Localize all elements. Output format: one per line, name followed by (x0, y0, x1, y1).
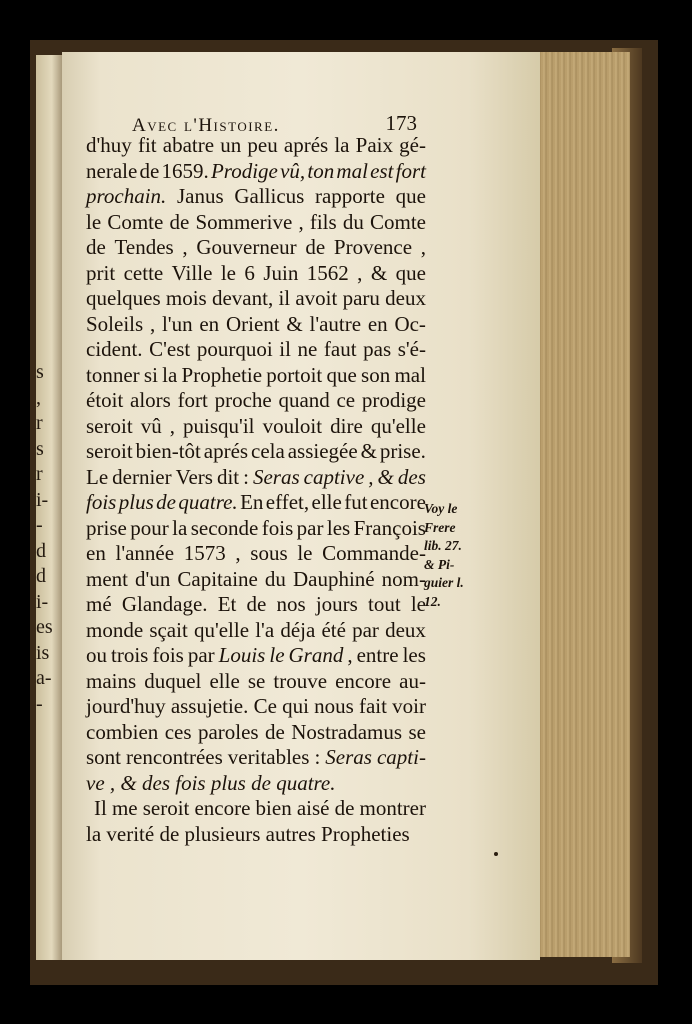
word: cette (123, 260, 164, 285)
margin-note-line: Frere (424, 519, 456, 535)
word: seconde (190, 515, 259, 540)
word: mal (394, 362, 426, 387)
word: 1573 (183, 541, 226, 565)
word: prise. (379, 439, 426, 463)
word: se (408, 719, 426, 744)
word: Prophetie (181, 362, 263, 387)
left-page-fragment: s (36, 437, 44, 460)
text-line (86, 618, 426, 644)
word: 6 (244, 260, 255, 285)
word: quelques (86, 286, 161, 310)
word: devant, (211, 286, 274, 310)
word: , (420, 235, 426, 259)
text-line (86, 694, 426, 720)
word: le (297, 541, 313, 565)
word: que (326, 362, 357, 387)
word: C'est (149, 337, 191, 361)
word: monde (86, 617, 144, 642)
text-line (86, 312, 426, 338)
word: qu'elle (193, 617, 250, 642)
word: Juin (263, 260, 299, 285)
left-page-fragment: - (36, 514, 43, 536)
word: en (86, 541, 106, 565)
word: quand (278, 388, 330, 412)
word: vû (140, 413, 162, 438)
text-line (86, 337, 426, 363)
word: prochain. (86, 184, 167, 208)
word: ou (86, 643, 107, 667)
word: Vers (175, 464, 213, 489)
word: mains (86, 668, 137, 693)
word: dernier (112, 464, 172, 489)
word: Grand (288, 643, 344, 667)
word: de (334, 796, 355, 820)
word: Louis (218, 643, 266, 667)
word: l'a (255, 617, 275, 642)
word: : (314, 745, 321, 769)
word: l'année (115, 541, 175, 565)
word: le (410, 592, 426, 616)
word: paroles (197, 719, 259, 744)
word: ne (297, 337, 318, 361)
margin-note-line: lib. 27. (424, 538, 462, 553)
word: ve (86, 770, 110, 795)
word: que (395, 260, 426, 285)
word: nerale (86, 158, 138, 183)
word: au- (399, 668, 426, 693)
word: de (251, 770, 277, 795)
word: me (111, 796, 138, 820)
left-page-fragment: , (36, 386, 41, 409)
word: autres (265, 821, 322, 846)
text-line (86, 541, 426, 567)
word: voir (392, 694, 426, 718)
word: ces (164, 719, 192, 744)
word: mois (165, 286, 207, 310)
word: il (279, 337, 291, 361)
text-line (86, 643, 426, 669)
word: par (296, 515, 324, 540)
word: Provence (333, 235, 413, 259)
word: des (397, 464, 426, 489)
word: Nostradamus (291, 719, 403, 744)
word: combien (86, 719, 159, 744)
word: , (149, 311, 156, 336)
word: pour (130, 515, 169, 540)
word: de (139, 158, 160, 183)
word: proche (214, 388, 272, 412)
word: & (286, 311, 303, 336)
word: 1562 (306, 260, 349, 285)
text-line (86, 771, 426, 797)
left-page-fragment: i- (36, 488, 49, 511)
word: trouve (273, 668, 328, 693)
text-line (86, 490, 426, 516)
text-line (86, 796, 426, 822)
word: tonner (86, 362, 140, 387)
word: prise (86, 515, 127, 540)
word: plusieurs (184, 821, 266, 846)
word: ment (86, 566, 128, 591)
word: veritables (227, 745, 310, 769)
word: capti- (376, 745, 426, 769)
word: pas (363, 337, 392, 361)
word: Le (86, 464, 109, 489)
word: assujetie. (170, 694, 249, 718)
word: en (199, 311, 220, 336)
word: dit (216, 464, 240, 489)
word: verité (106, 821, 160, 846)
word: les (326, 515, 351, 540)
word: l'un (161, 311, 193, 336)
word: encore (194, 796, 251, 820)
text-line (86, 822, 426, 848)
word: , (347, 643, 353, 667)
text-line (86, 720, 426, 746)
word: jourd'huy (86, 694, 166, 718)
left-page-fragment: d (36, 539, 46, 562)
word: rencontrées (126, 745, 223, 769)
word: alors (130, 388, 171, 412)
text-line (86, 592, 426, 618)
text-line (86, 414, 426, 440)
word: 1659. (161, 158, 209, 183)
word: Et (217, 592, 237, 616)
word: Orient (225, 311, 280, 336)
word: de (86, 235, 106, 259)
word: la (86, 821, 107, 846)
word: fois (86, 490, 117, 514)
word: sous (250, 541, 288, 565)
word: qu'elle (370, 413, 426, 438)
word: faut (323, 337, 357, 361)
text-line (86, 261, 426, 287)
word: entre (356, 643, 399, 667)
word: d'huy (86, 133, 132, 157)
word: déja (280, 617, 316, 642)
word: fit (137, 133, 157, 157)
word: & (120, 770, 142, 795)
running-title: Avec l'Histoire. (132, 115, 280, 136)
word: En (240, 490, 264, 514)
page-number: 173 (385, 111, 417, 135)
word: captive (303, 464, 365, 489)
word: est (370, 158, 394, 183)
word: cident. (86, 337, 143, 361)
left-page-fragment: d (36, 565, 46, 587)
word: dire (330, 413, 363, 438)
word: fort (177, 388, 208, 412)
text-line (86, 669, 426, 695)
word: quatre. (276, 770, 336, 795)
word: deux (385, 617, 426, 642)
word: Tendes (114, 235, 174, 259)
word: , (357, 260, 363, 285)
text-line (86, 388, 426, 414)
word: Capitaine (177, 566, 258, 591)
word: assiegée (287, 439, 358, 463)
word: par (187, 643, 215, 667)
word: les (402, 643, 426, 667)
margin-note-line: Voy le (424, 501, 458, 516)
word: Comte (107, 209, 164, 234)
word: Oc- (394, 311, 426, 336)
body-text (86, 133, 426, 847)
text-line (86, 210, 426, 236)
word: peu (247, 133, 278, 157)
word: le (86, 209, 102, 234)
word: portoit (266, 362, 323, 387)
word: sçait (149, 617, 188, 642)
word: fils (309, 209, 337, 234)
word: prit (86, 260, 116, 285)
word: Propheties (321, 821, 410, 846)
word: encore (335, 668, 392, 693)
left-page-fragment: i- (36, 590, 49, 613)
word: sont (86, 745, 122, 769)
word: Gouverneur (196, 235, 297, 259)
word: , (368, 464, 374, 489)
word: elle (209, 668, 240, 693)
word: Soleils (86, 311, 144, 336)
left-page-fragment: - (36, 692, 43, 715)
word: de (156, 490, 176, 514)
word: aisé (296, 796, 330, 820)
word: de (246, 592, 267, 616)
word: Il (94, 796, 107, 820)
word: encore (369, 490, 426, 514)
margin-note-line: guier l. (424, 575, 464, 590)
word: François (353, 515, 426, 540)
word: , (109, 770, 121, 795)
word: vouloit (262, 413, 323, 438)
word: de (305, 235, 326, 259)
word: Glandage. (121, 592, 208, 616)
text-line (86, 745, 426, 771)
word: abatre (162, 133, 215, 157)
word: mal (336, 158, 368, 183)
text-line (86, 439, 426, 465)
word: fois (261, 515, 294, 540)
word: nous (314, 694, 354, 718)
word: fait (358, 694, 387, 718)
word: si (143, 362, 158, 387)
left-page-fragment: a- (36, 667, 52, 689)
word: par (352, 617, 379, 642)
left-page-fragment: r (36, 463, 43, 485)
word: & (360, 439, 377, 463)
word: ton (307, 158, 335, 183)
word: d'un (135, 566, 171, 591)
word: été (321, 617, 346, 642)
word: effet, (265, 490, 310, 514)
word: le (269, 643, 285, 667)
word: en (367, 311, 388, 336)
word: du (264, 566, 286, 591)
word: & (370, 260, 388, 285)
word: seroit (86, 413, 133, 438)
word: son (361, 362, 391, 387)
word: Commande- (322, 541, 426, 565)
word: le (220, 260, 236, 285)
left-page-fragment: s (36, 361, 44, 383)
word: bien (255, 796, 292, 820)
word: mé (86, 592, 112, 616)
word: aprés (283, 133, 329, 157)
text-line (86, 286, 426, 312)
word: fois (175, 770, 211, 795)
word: , (298, 209, 304, 234)
word: Comte (370, 209, 426, 234)
word: : (243, 464, 249, 489)
left-page-fragment: r (36, 412, 43, 434)
margin-note-line: & Pi- (424, 556, 455, 572)
word: nos (276, 592, 306, 616)
word: des (142, 770, 176, 795)
word: ce (336, 388, 356, 412)
text-line (86, 184, 426, 210)
word: vû, (280, 158, 306, 183)
margin-note (424, 500, 494, 611)
word: prodige (361, 388, 426, 412)
word: tout (368, 592, 401, 616)
word: , (235, 541, 241, 565)
word: jours (315, 592, 358, 616)
word: que (395, 184, 426, 208)
text-line (86, 363, 426, 389)
word: Janus (176, 184, 224, 208)
word: la (162, 362, 178, 387)
word: gé- (399, 133, 426, 157)
word: Seras (325, 745, 372, 769)
word: s'é- (397, 337, 426, 361)
word: étoit (86, 388, 124, 412)
word: & (377, 464, 394, 489)
word: puisqu'il (183, 413, 255, 438)
word: aprés (203, 439, 249, 463)
word: de (265, 719, 285, 744)
word: de (159, 821, 185, 846)
text-line (86, 465, 426, 491)
left-page-fragments (36, 360, 60, 717)
text-line (86, 235, 426, 261)
word: la (172, 515, 188, 540)
word: deux (385, 286, 426, 310)
word: plus (118, 490, 154, 514)
word: Dauphiné (292, 566, 375, 591)
text-line (86, 567, 426, 593)
left-page-fragment: is (36, 641, 50, 664)
word: Sommerive (195, 209, 293, 234)
word: Ce (253, 694, 277, 718)
word: quatre. (178, 490, 238, 514)
word: fort (395, 158, 426, 183)
word: cela (251, 439, 285, 463)
word: seroit (142, 796, 190, 820)
word: avoit (295, 286, 338, 310)
text-line (86, 516, 426, 542)
word: duquel (144, 668, 202, 693)
word: elle (311, 490, 342, 514)
word: Ville (171, 260, 213, 285)
word: Prodige (210, 158, 278, 183)
ink-spot (494, 852, 498, 856)
word: paru (342, 286, 380, 310)
left-page-fragment: es (36, 616, 53, 638)
word: la (334, 133, 350, 157)
word: du (342, 209, 364, 234)
margin-note-line: 12. (424, 593, 441, 609)
word: pourquoi (196, 337, 273, 361)
word: trois (111, 643, 149, 667)
word: nom- (381, 566, 426, 591)
word: un (220, 133, 242, 157)
word: montrer (359, 796, 426, 820)
word: l'autre (309, 311, 362, 336)
word: qui (282, 694, 309, 718)
word: rapporte (314, 184, 385, 208)
page-block-edge (530, 52, 630, 957)
word: seroit (86, 439, 133, 463)
word: , (169, 413, 175, 438)
word: fois (152, 643, 184, 667)
word: Paix (355, 133, 393, 157)
word: fut (344, 490, 368, 514)
word: il (278, 286, 291, 310)
word: de (169, 209, 190, 234)
word: Seras (252, 464, 300, 489)
text-line (86, 159, 426, 185)
word: bien-tôt (135, 439, 201, 463)
text-line (86, 133, 426, 159)
word: , (182, 235, 188, 259)
word: Gallicus (234, 184, 305, 208)
word: plus (210, 770, 252, 795)
word: se (247, 668, 266, 693)
